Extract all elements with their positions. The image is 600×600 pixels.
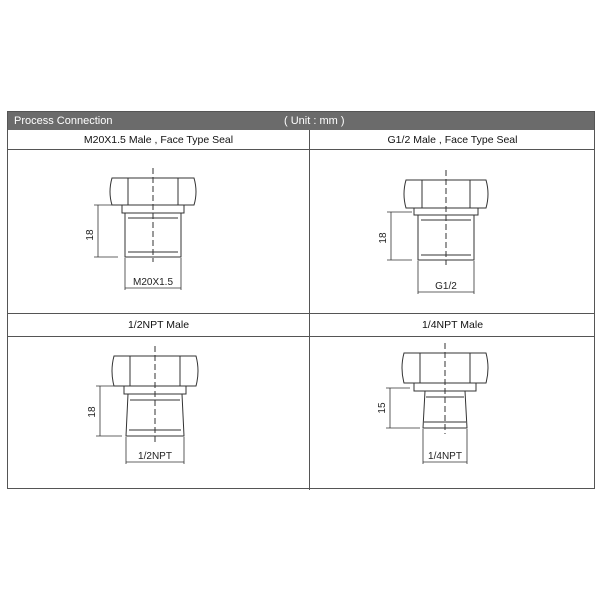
dim-height-12npt: 18 <box>87 406 98 418</box>
unit-label: ( Unit : mm ) <box>284 115 345 127</box>
dim-height-14npt: 15 <box>377 402 388 414</box>
dim-bottom-14npt: 1/4NPT <box>428 451 462 462</box>
dim-bottom-g12: G1/2 <box>435 281 457 292</box>
dim-bottom-12npt: 1/2NPT <box>138 451 172 462</box>
dim-bottom-m20: M20X1.5 <box>132 277 174 288</box>
cell-title-m20: M20X1.5 Male , Face Type Seal <box>8 130 309 150</box>
cell-title-g12: G1/2 Male , Face Type Seal <box>310 130 595 150</box>
cell-title-14npt: 1/4NPT Male <box>310 314 595 337</box>
dim-height-g12: 18 <box>378 232 389 244</box>
dim-height-m20: 18 <box>85 229 96 241</box>
cell-title-12npt: 1/2NPT Male <box>8 314 309 337</box>
table-title: Process Connection <box>14 115 113 127</box>
